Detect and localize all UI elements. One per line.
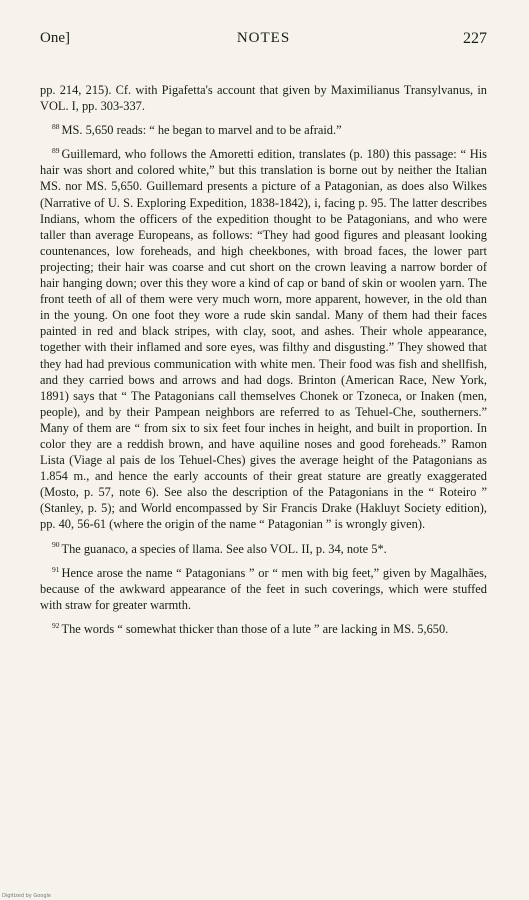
note-paragraph [40, 122, 487, 138]
note-paragraph [40, 565, 487, 613]
note-number: 91 [52, 564, 60, 574]
note-paragraph [40, 541, 487, 557]
note-paragraph [40, 146, 487, 532]
note-text: The words “ somewhat thicker than those of a lute ” are lacking in MS. 5,650. [61, 621, 449, 636]
note-paragraph [40, 621, 487, 637]
notes-body [40, 82, 487, 637]
header-chapter-ref: One] [40, 30, 70, 46]
header-title: NOTES [236, 30, 291, 46]
note-text: Hence arose the name “ Patagonians ” or “ men with big feet,” given by Magalhães, because of the awkward appearance of the feet in such coverings, which were stuffed with straw for greater warmth. [40, 565, 487, 612]
digitization-mark: Digitized by Google [2, 893, 51, 899]
document-page [40, 30, 487, 645]
note-text: pp. 214, 215). Cf. with Pigafetta's account that given by Maximilianus Transylvanus, in VOL. I, pp. 303-337. [40, 83, 487, 114]
note-number: 88 [52, 122, 60, 132]
note-text: MS. 5,650 reads: “ he began to marvel and to be afraid.” [61, 123, 342, 138]
note-number: 89 [52, 146, 60, 156]
running-header [40, 30, 487, 52]
note-number: 90 [52, 540, 60, 550]
note-number: 92 [52, 620, 60, 630]
note-paragraph [40, 82, 487, 114]
page-number: 227 [463, 30, 487, 47]
note-text: The guanaco, a species of llama. See also VOL. II, p. 34, note 5*. [61, 541, 387, 556]
note-text: Guillemard, who follows the Amoretti edition, translates (p. 180) this passage: “ His hair was short and colored white,” but this translation is borne out by neither the Italian MS. nor MS. 5,650. Guillemard presents a picture of a Patagonian, as does also Wilkes (Narrative of U. S. Exploring Expedition, 1838-1842), i, facing p. 95. The latter describes Indians, whom the officers of the expedition thought to be Patagonians, and who were taller than average Europeans, as follows: “They had good figures and pleasant looking countenances, low foreheads, and high cheekbones, with broad faces, the lower part projecting; their hair was coarse and cut short on the crown leaving a narrow border of hair hanging down; over this they wore a kind of cap or band of skin or woolen yarn. The front teeth of all of them were very much worn, more apparent, however, in the old than in the young. On one foot they wore a rude skin sandal. Many of them had their faces painted in red and black stripes, with clay, soot, and ashes. Their whole appearance, together with their inflamed and sore eyes, was filthy and disgusting.” They showed that they had had previous communication with white men. Their food was fish and shellfish, and they carried bows and arrows and had dogs. Brinton (American Race, New York, 1891) says that “ The Patagonians call themselves Chonek or Tzoneca, or Inaken (men, people), and by their Pampean neighbors are referred to as Tehuel-Che, southerners.” Many of them are “ from six to six feet four inches in height, and built in proportion. In color they are a reddish brown, and have aquiline noses and good foreheads.” Ramon Lista (Viage al pais de los Tehuel-Ches) gives the average height of the Patagonians as 1.854 m., and hence the early accounts of their great stature are greatly exaggerated (Mosto, p. 57, note 6). See also the description of the Patagonians in the “ Roteiro ” (Stanley, p. 5); and World encompassed by Sir Francis Drake (Hakluyt Society edition), pp. 40, 56-61 (where the origin of the name “ Patagonian ” is wrongly given). [40, 147, 487, 532]
